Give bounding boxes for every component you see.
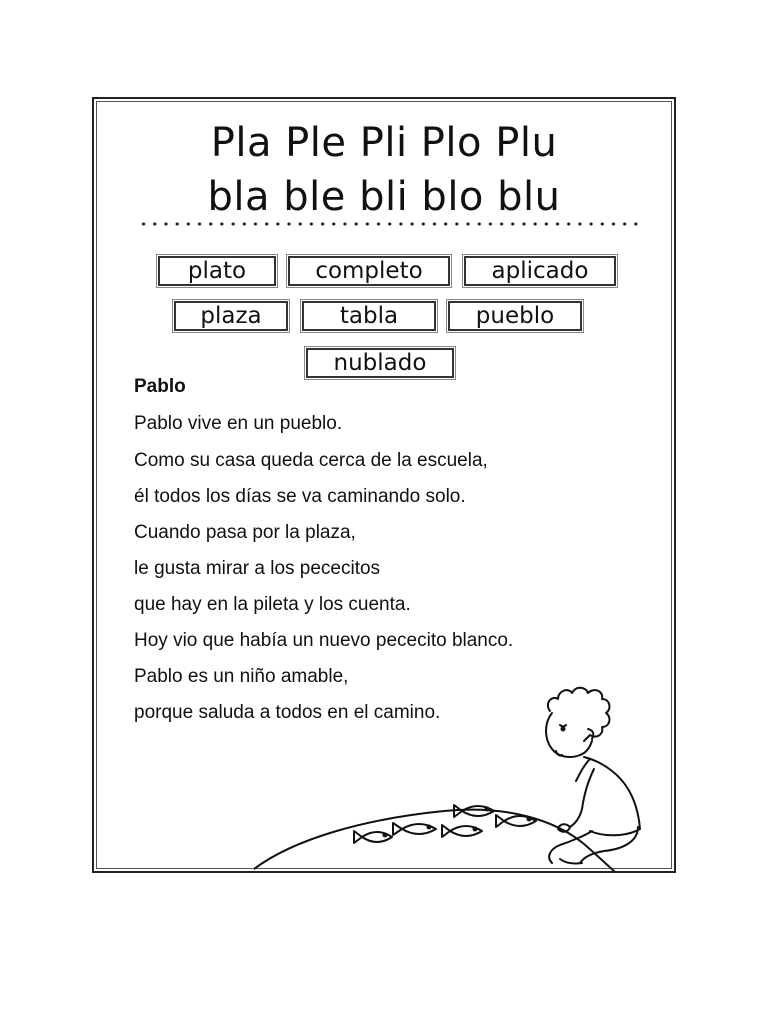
story-line: Pablo vive en un pueblo. xyxy=(134,413,343,434)
story-line: Pablo es un niño amable, xyxy=(134,666,349,687)
word-box-pueblo: pueblo xyxy=(448,301,582,331)
pond-mound xyxy=(254,810,614,871)
story-line: Hoy vio que había un nuevo pececito blanco. xyxy=(134,630,514,651)
dotted-divider xyxy=(138,221,638,227)
story-line: Como su casa queda cerca de la escuela, xyxy=(134,450,488,471)
fish-icon xyxy=(454,805,494,817)
fish-icon xyxy=(393,823,436,835)
story-line: que hay en la pileta y los cuenta. xyxy=(134,594,411,615)
syllables-heading-bl: bla ble bli blo blu xyxy=(207,174,561,220)
word-box-plaza: plaza xyxy=(174,301,288,331)
fish-icon xyxy=(442,825,482,837)
story-title: Pablo xyxy=(134,376,186,397)
story-line: porque saluda a todos en el camino. xyxy=(134,702,441,723)
word-box-nublado: nublado xyxy=(306,348,454,378)
fish-icon xyxy=(354,831,392,843)
worksheet-frame xyxy=(92,97,676,873)
story-line: le gusta mirar a los pececitos xyxy=(134,558,381,579)
fish-icon xyxy=(496,815,536,827)
word-box-plato: plato xyxy=(158,256,276,286)
boy-figure xyxy=(546,688,640,864)
story-line: Cuando pasa por la plaza, xyxy=(134,522,356,543)
syllables-heading-pl: Pla Ple Pli Plo Plu xyxy=(210,120,558,166)
word-box-completo: completo xyxy=(288,256,450,286)
word-box-tabla: tabla xyxy=(302,301,436,331)
boy-looking-at-fish-illustration xyxy=(254,659,674,873)
story-line: él todos los días se va caminando solo. xyxy=(134,486,466,507)
word-box-aplicado: aplicado xyxy=(464,256,616,286)
